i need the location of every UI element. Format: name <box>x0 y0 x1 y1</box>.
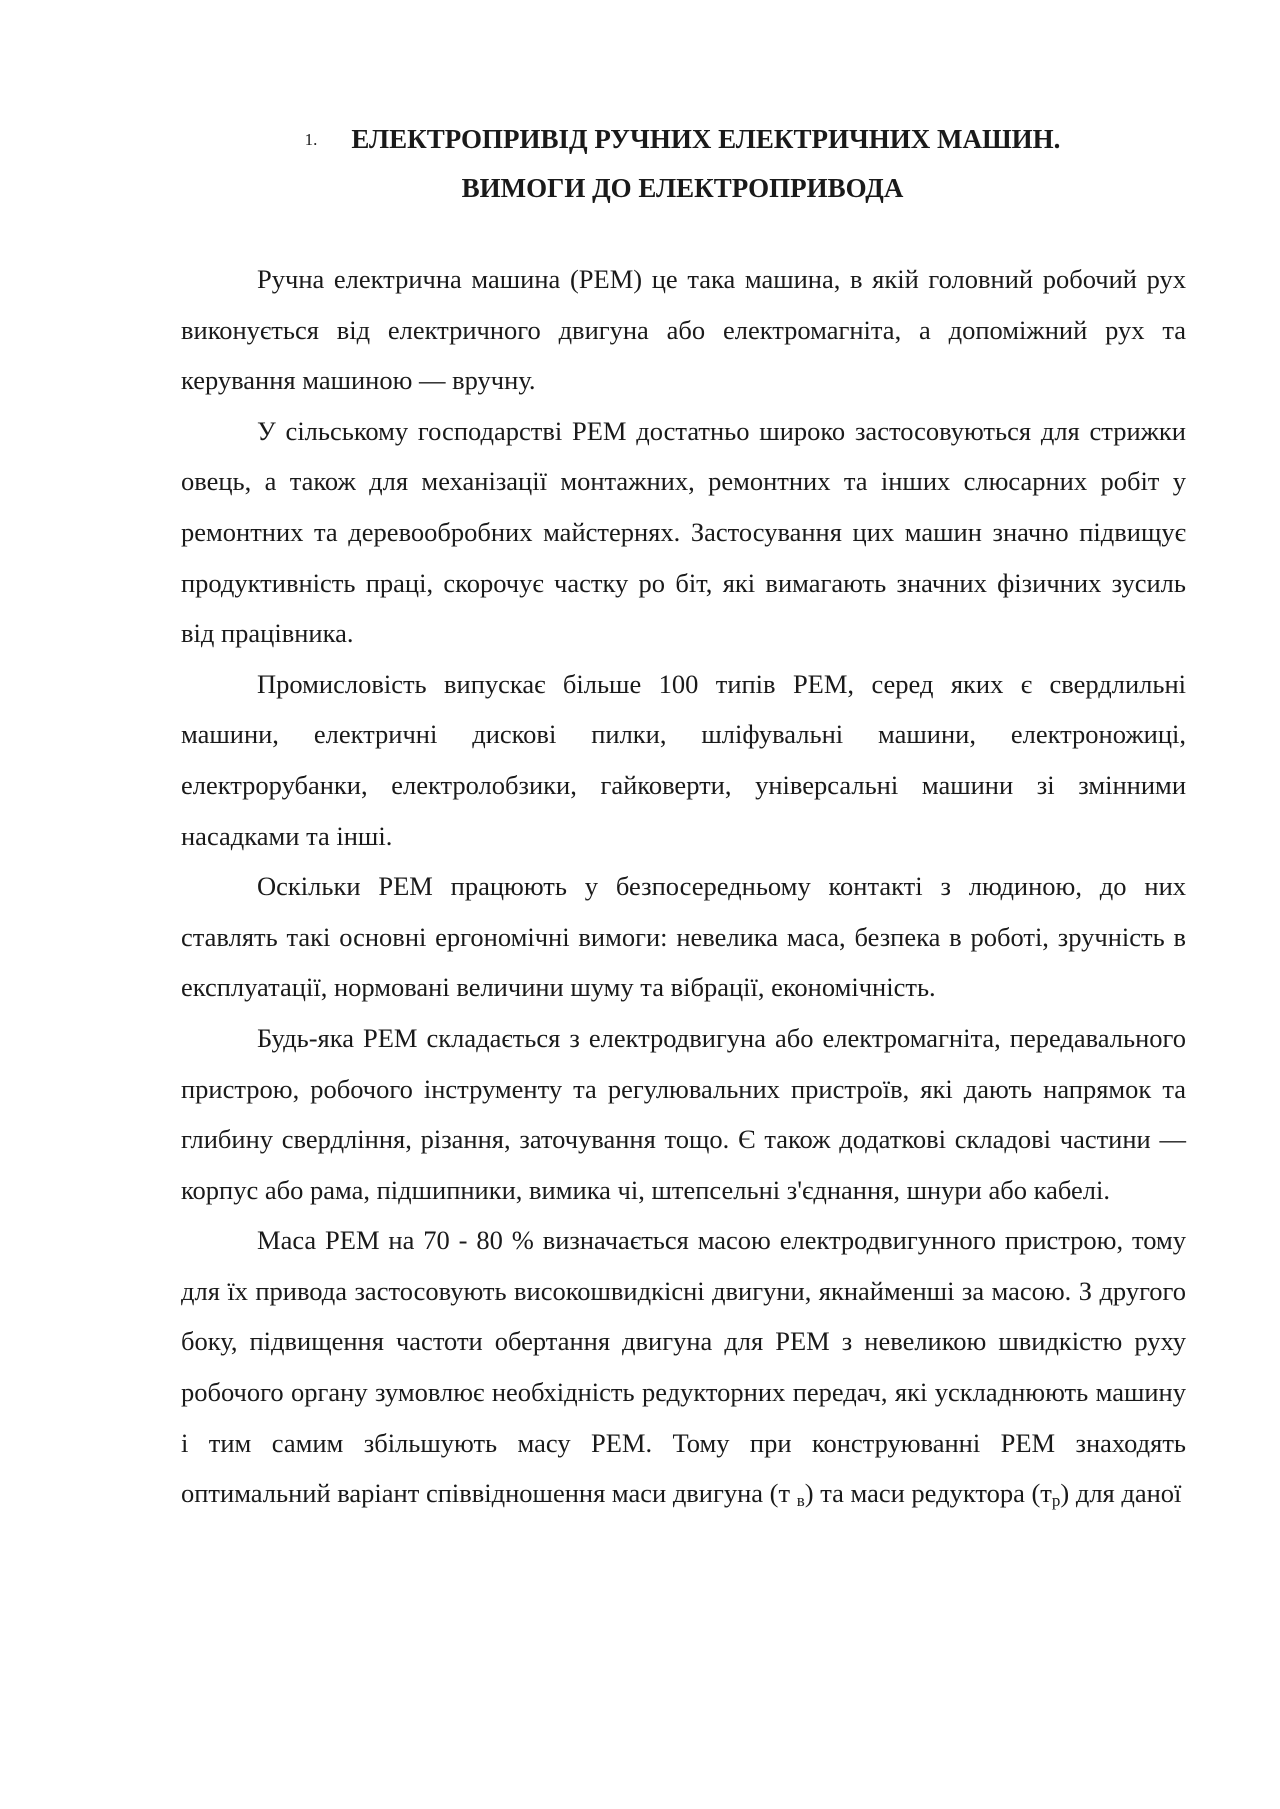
mass-text-end: ) для даної <box>1060 1478 1182 1509</box>
paragraph-components: Будь-яка РЕМ складається з електродвигуна або електромагніта, передавального пристрою, робочого інструменту та регулювальних пристроїв, які дають напрямок та глибину свердління, різання, заточування тощо. Є також додаткові складові частини — корпус або рама, підшипники, вимика чі, штепсельні з'єднання, шнури або кабелі. <box>181 1022 1186 1205</box>
motor-mass-subscript: в <box>796 1491 805 1511</box>
gear-mass-symbol: т <box>1040 1478 1052 1509</box>
gear-mass-subscript: р <box>1051 1491 1061 1511</box>
paragraph-definition: Ручна електрична машина (РЕМ) це така машина, в якій головний робочий рух виконується від електричного двигуна або електромагніта, а допоміжний рух та керування машиною — вручну. <box>181 264 1186 396</box>
body-text <box>181 254 1186 1527</box>
paragraph-agriculture: У сільському господарстві РЕМ достатньо широко застосовуються для стрижки овець, а також для механізації монтажних, ремонтних та інших слюсарних робіт у ремонтних та деревообробних майстернях. Застосування цих машин значно підвищує продуктивність праці, скорочує частку ро біт, які вимагають значних фізичних зусиль від працівника. <box>181 415 1186 649</box>
mass-text: Маса РЕМ на 70 - 80 % визначається масою електродвигунного пристрою, тому для їх привода застосовують високошвидкісні двигуни, якнайменші за масою. З другого боку, підвищення частоти обертання двигуна для РЕМ з невеликою швидкістю руху робочого органу зумовлює необхідність редукторних передач, які ускладнюють машину і тим самим збільшують масу РЕМ. Тому при конструюванні РЕМ знаходять оптимальний варіант співвідношення маси двигуна ( <box>181 1225 1186 1509</box>
mass-text-middle: ) та маси редуктора ( <box>804 1478 1041 1509</box>
paragraph-industry: Промисловість випускає більше 100 типів РЕМ, серед яких є свердлильні машини, електричні дискові пилки, шліфувальні машини, електроножиці, електрорубанки, електролобзики, гайковерти, універсальні машини зі змінними насадками та інші. <box>181 668 1186 851</box>
paragraph-mass <box>181 1215 1186 1527</box>
paragraph-ergonomics: Оскільки РЕМ працюють у безпосередньому контакті з людиною, до них ставлять такі основні ергономічні вимоги: невелика маса, безпека в роботі, зручність в експлуатації, нормовані величини шуму та вібрації, економічність. <box>181 871 1186 1003</box>
section-heading-line-2: ВИМОГИ ДО ЕЛЕКТРОПРИВОДА <box>461 173 904 203</box>
section-number: 1. <box>304 129 318 149</box>
section-title: ЕЛЕКТРОПРИВІД РУЧНИХ ЕЛЕКТРИЧНИХ МАШИН. <box>351 124 1061 154</box>
section-heading-line-1 <box>180 117 1185 164</box>
motor-mass-symbol: т <box>778 1478 791 1509</box>
